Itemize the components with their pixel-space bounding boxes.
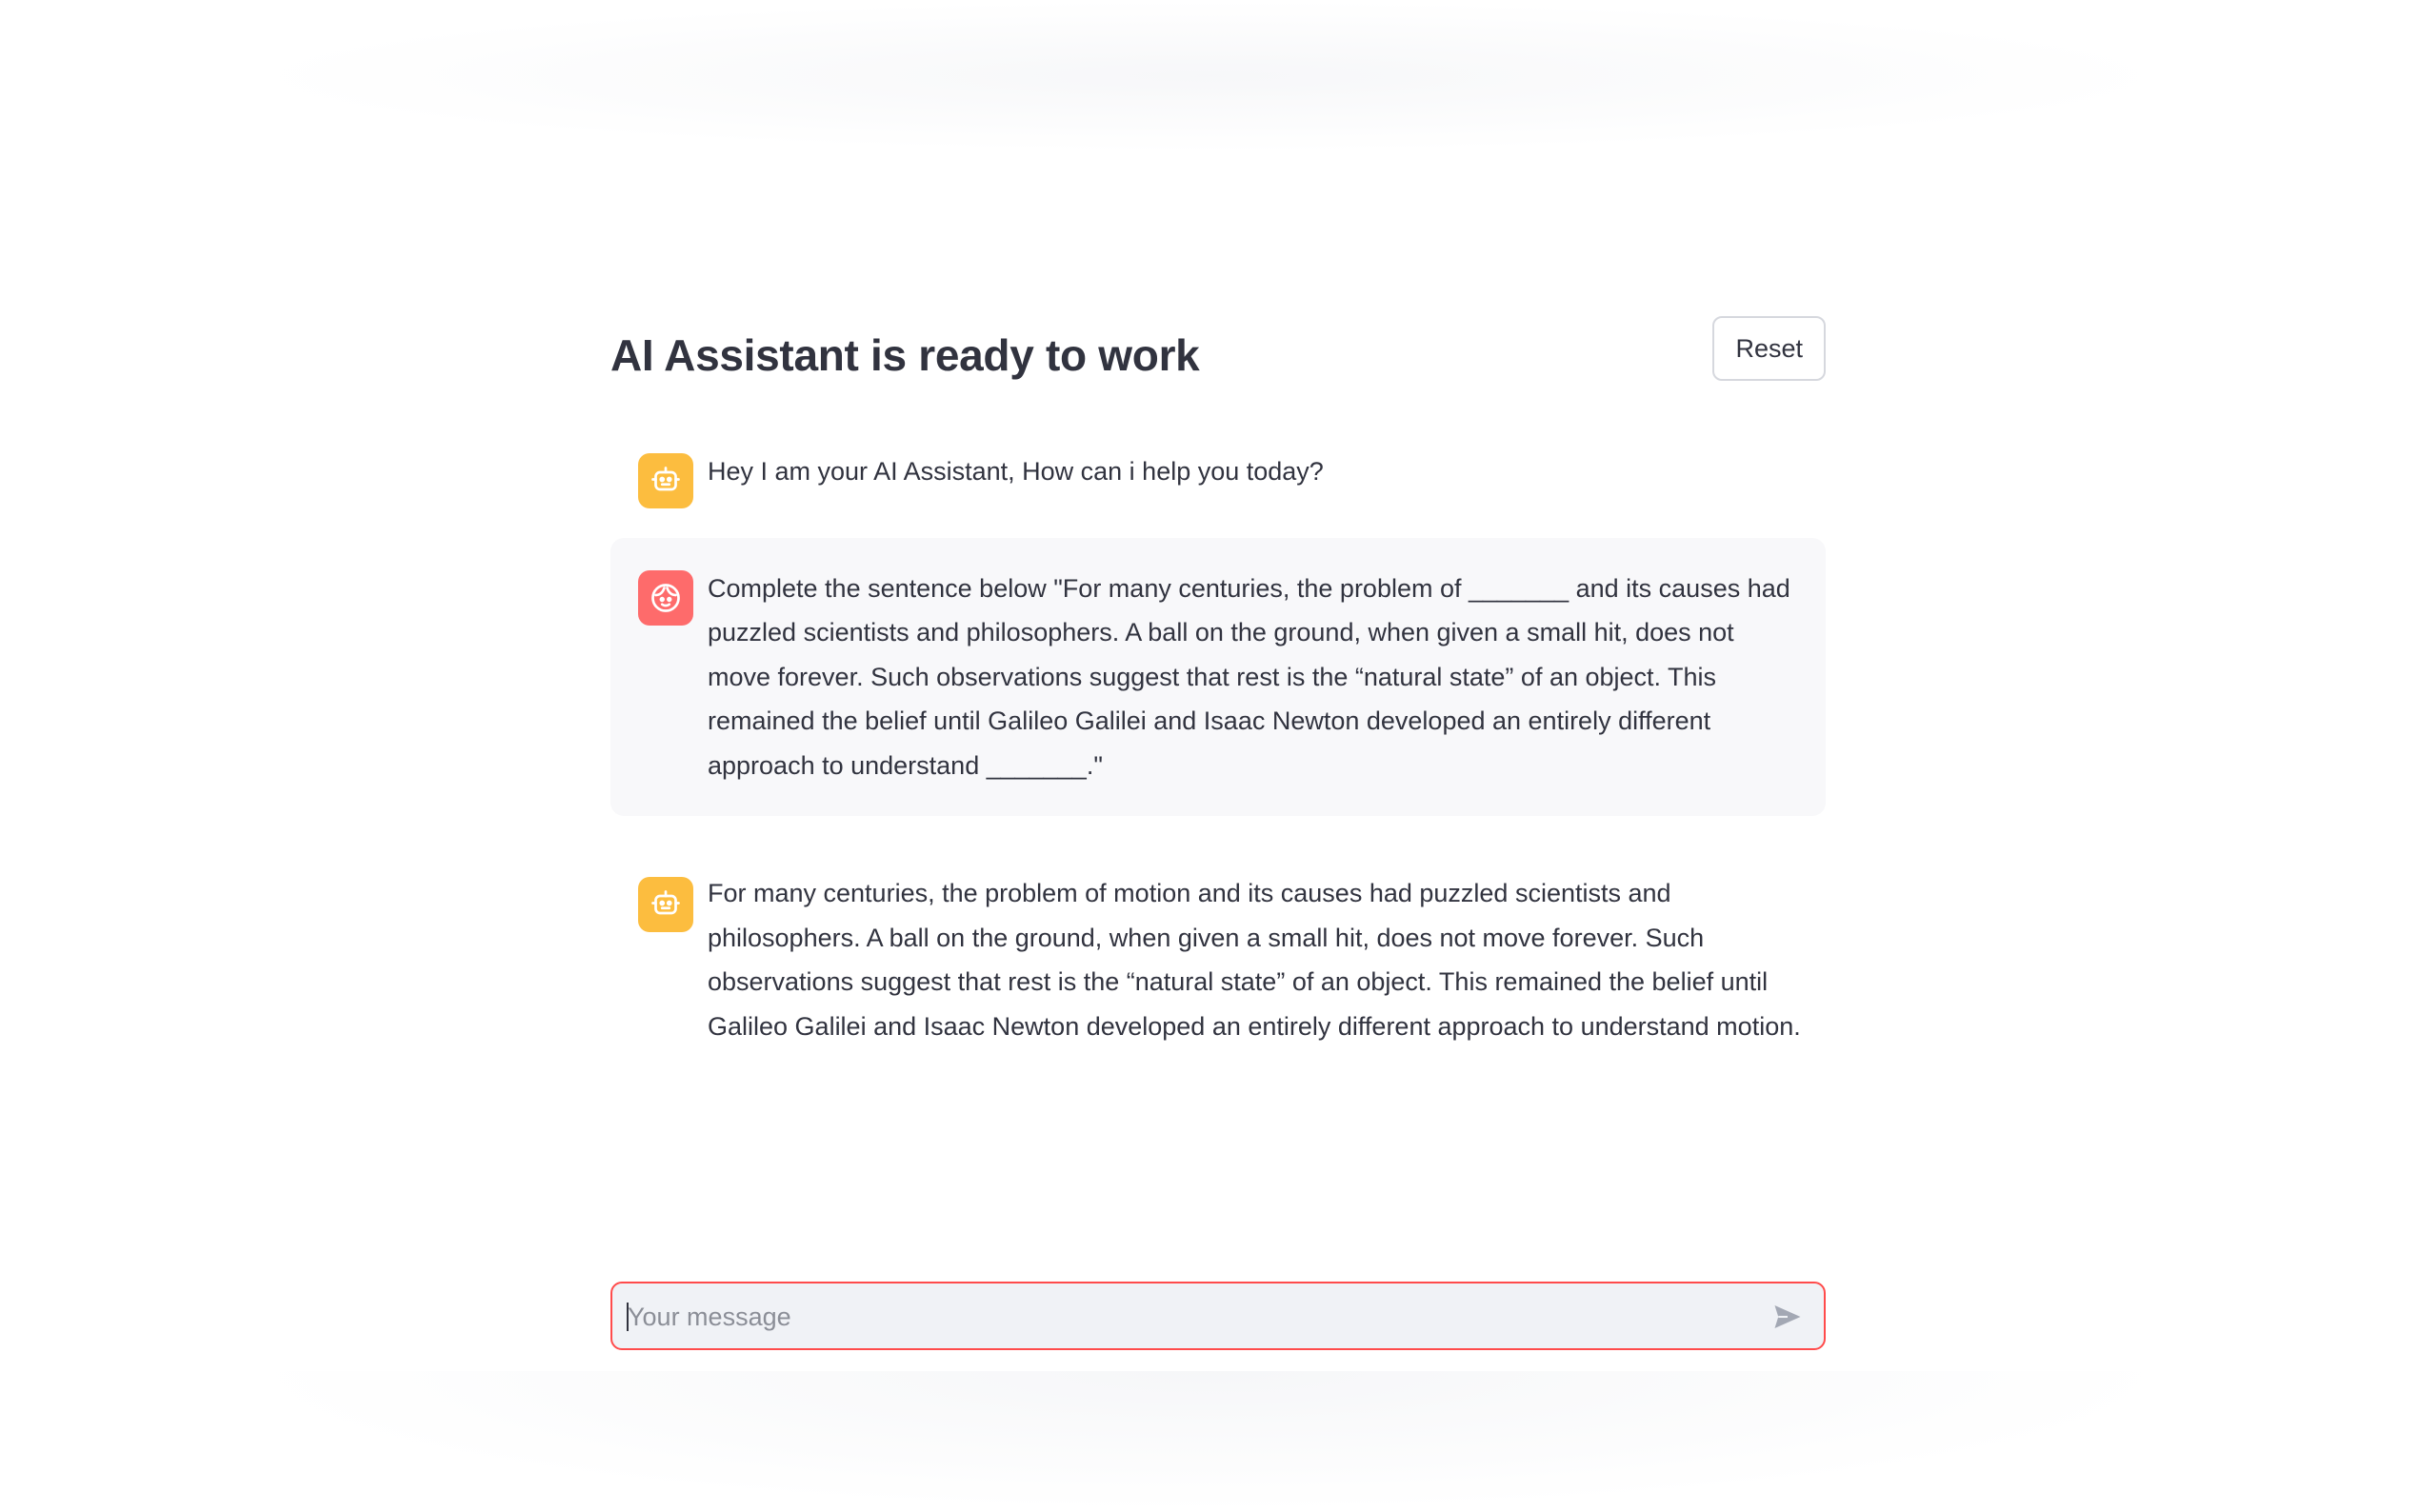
send-button[interactable] [1769,1298,1807,1336]
send-icon [1770,1300,1805,1334]
face-icon [638,570,693,626]
chat-messages [610,427,1826,1075]
chat-message-assistant [610,427,1826,517]
chat-message-user [610,538,1826,817]
chat-message-input[interactable] [626,1283,1734,1350]
main-container [610,314,1826,1041]
header-row [610,314,1826,400]
chat-input-container [610,1282,1826,1350]
bottom-fade-decoration [238,1371,2181,1512]
page-title: AI Assistant is ready to work [610,330,1200,380]
text-caret [627,1303,629,1331]
message-text: Complete the sentence below "For many centuries, the problem of _______ and its causes had puzzled scientists and philosophers. A ball on the ground, when given a small hit, does not move forever. Such observations suggest that rest is the “natural state” of an object. This remained the belief until Galileo Galilei and Isaac Newton developed an entirely different approach to understand _______." [708,573,1790,780]
top-fade-decoration [238,0,2181,152]
message-text: Hey I am your AI Assistant, How can i help you today? [708,457,1324,486]
robot-icon [638,877,693,932]
message-text: For many centuries, the problem of motion and its causes had puzzled scientists and philosophers. A ball on the ground, when given a small hit, does not move forever. Such observations suggest that rest is the “natural state” of an object. This remained the belief until Galileo Galilei and Isaac Newton developed an entirely different approach to understand motion. [708,879,1801,1041]
robot-icon [638,453,693,508]
reset-button[interactable]: Reset [1712,316,1826,381]
chat-message-assistant [610,845,1826,1075]
